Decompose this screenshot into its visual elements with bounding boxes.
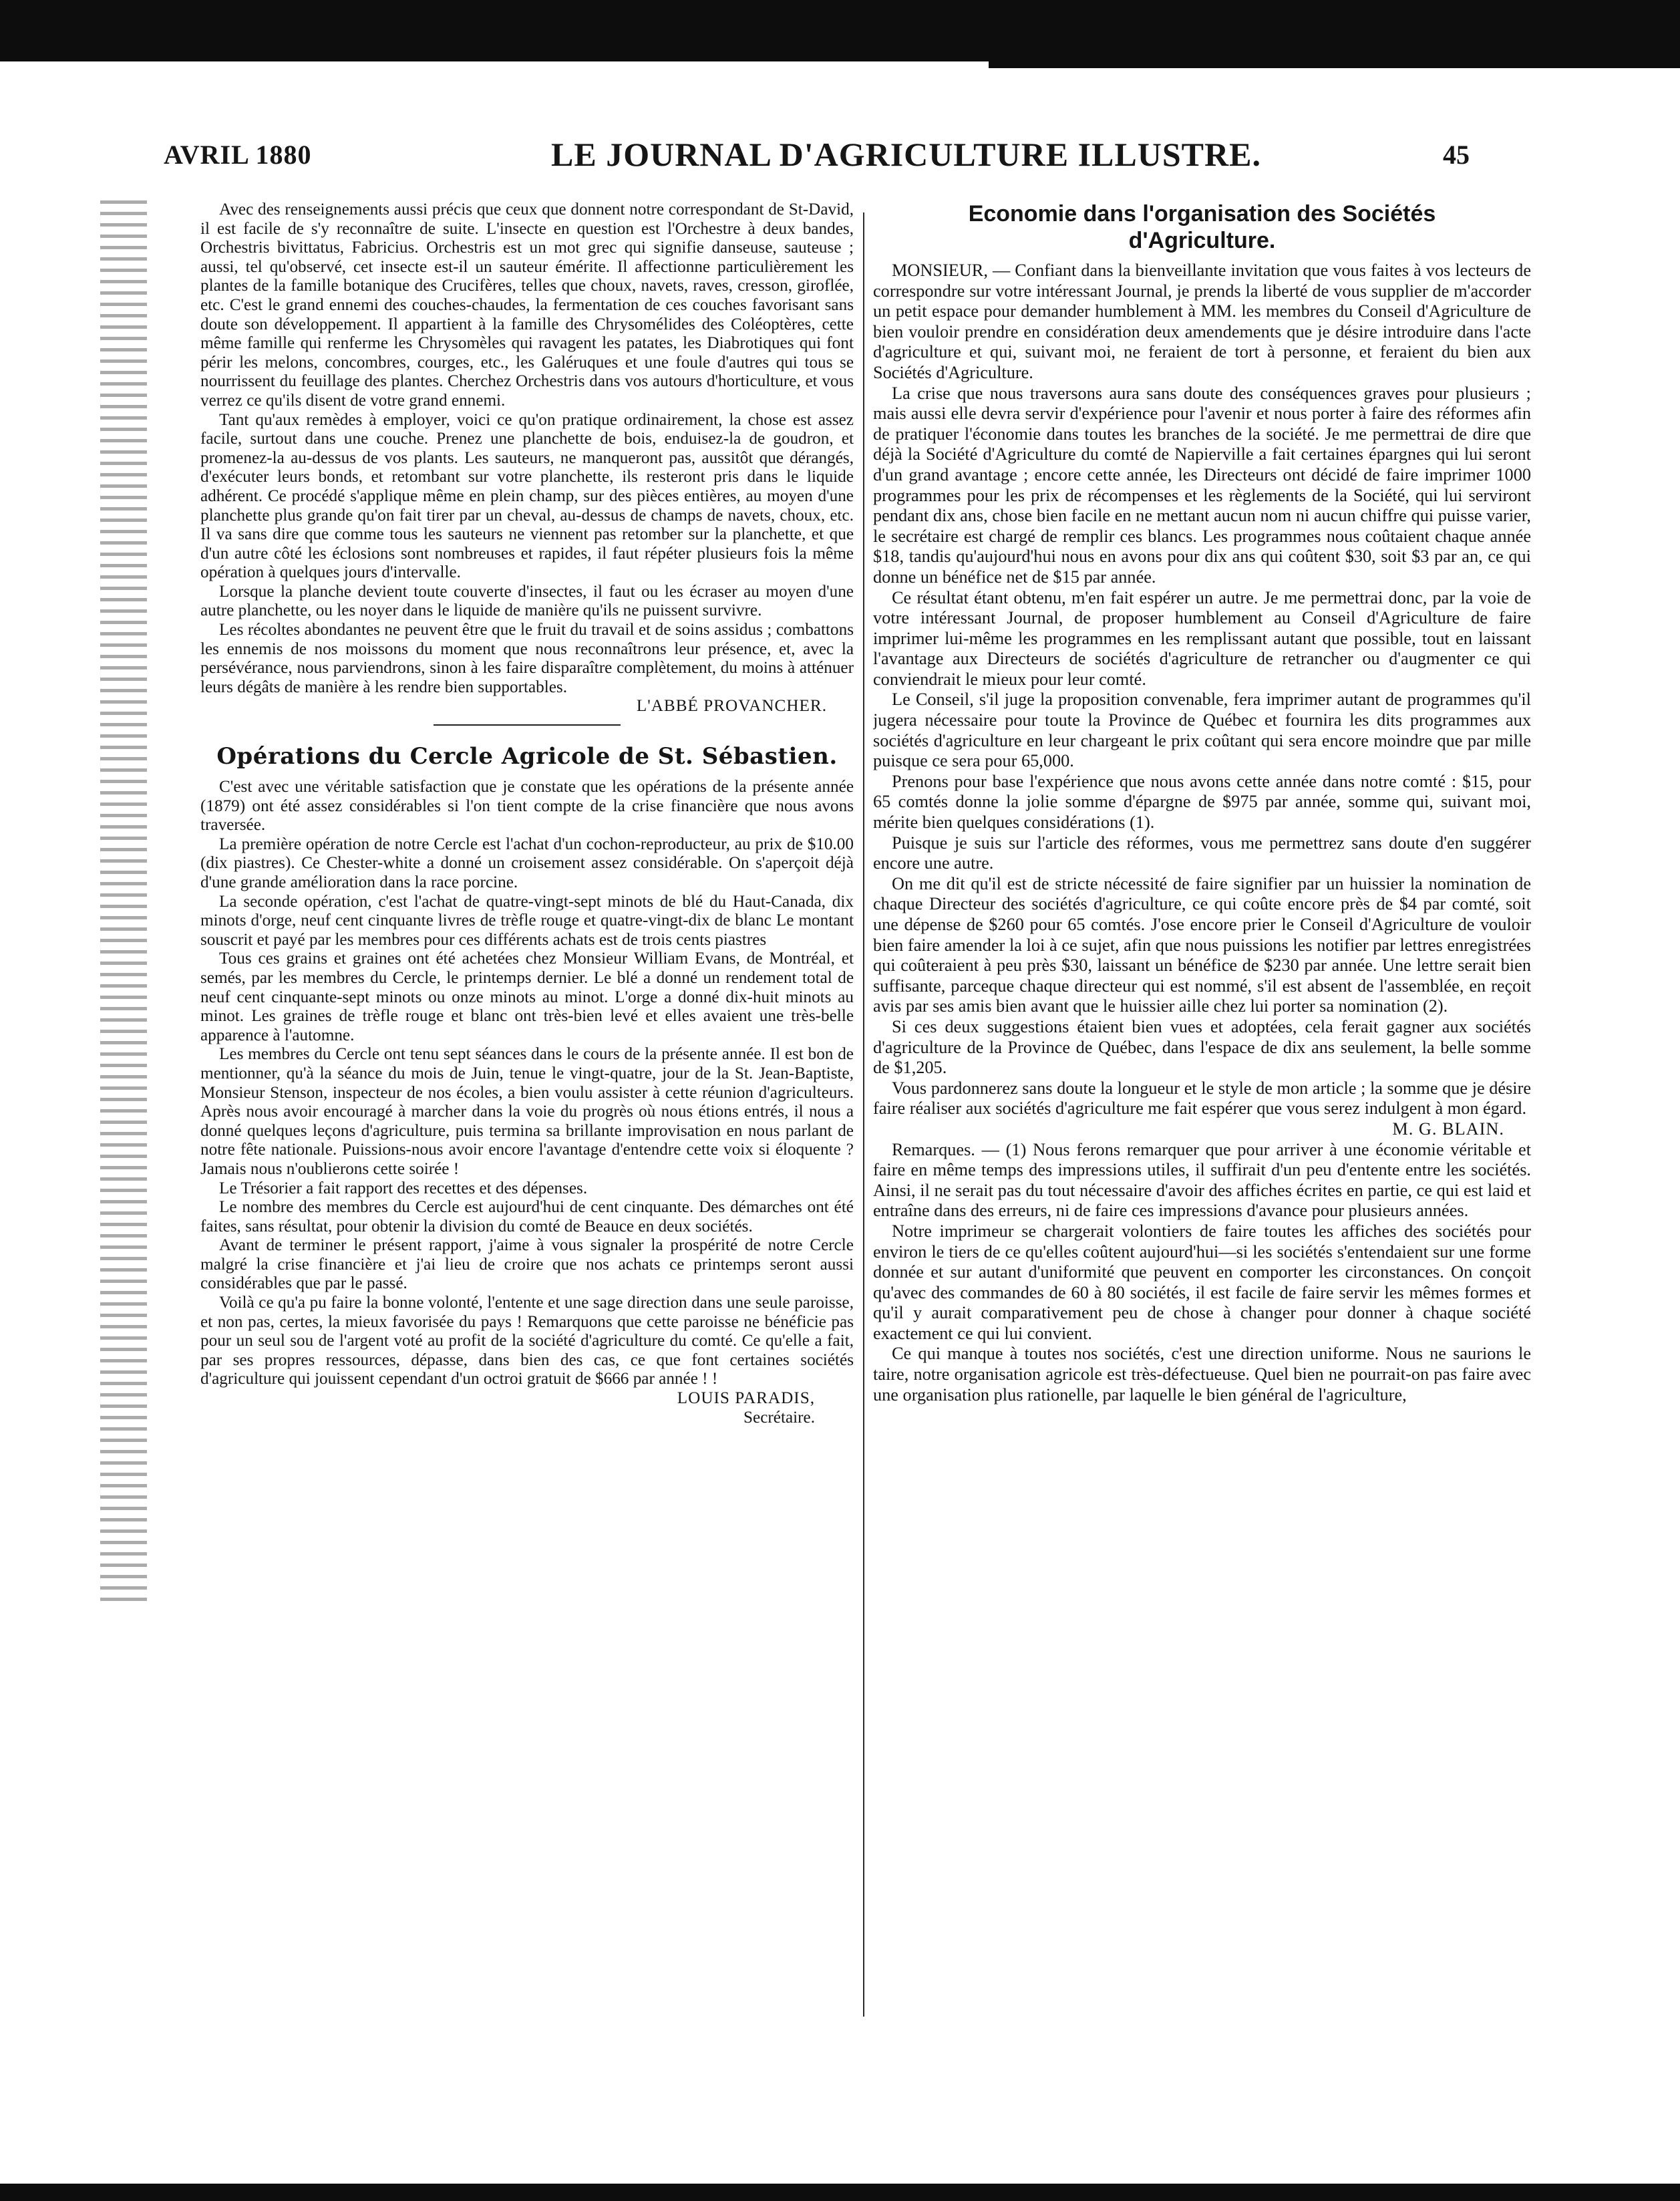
- article-paragraph: Prenons pour base l'expérience que nous avons cette année dans notre comté : $15, pour 65 comtés donne la jolie somme d'épargne de $975 par année, somme qui, suivant moi, mérite bien quelques considérations (1).: [873, 771, 1531, 833]
- article-paragraph: Avec des renseignements aussi précis que ceux que donnent notre correspondant de St-David, il est facile de s'y reconnaître de suite. L'insecte en question est l'Orchestre à deux bandes, Orchestris bivittatus, Fabricius. Orchestris est un mot grec qui signifie danseuse, sauteuse ; aussi, tel qu'observé, cet insecte est-il un sauteur émérite. Il affectionne particulièrement les plantes de la famille botanique des Crucifères, telles que choux, navets, raves, cresson, giroflée, etc. C'est le grand ennemi des couches-chaudes, la fermentation de ces couches favorisant sans doute son développement. Il appartient à la famille des Chrysomélides des Coléoptères, cette même famille qui renferme les Chrysomèles qui ravagent les patates, les Diabrotiques qui font périr les melons, concombres, courges, etc., les Galéruques et une foule d'autres qui tous se nourrissent du feuillage des plantes. Cherchez Orchestris dans vos autours d'horticulture, et vous verrez ce qu'ils disent de votre grand ennemi.: [200, 200, 854, 410]
- article-paragraph: Tous ces grains et graines ont été achetées chez Monsieur William Evans, de Montréal, et semés, par les membres du Cercle, le printemps dernier. Le blé a donné un rendement total de neuf cent cinquante-sept minots ou onze minots au minot. L'orge a donné dix-huit minots au minot. Les graines de trèfle rouge et blanc ont très-bien levé et elles avaient une très-belle apparence à l'automne.: [200, 949, 854, 1044]
- article-paragraph: Le nombre des membres du Cercle est aujourd'hui de cent cinquante. Des démarches ont été faites, sans résultat, pour obtenir la division du comté de Beauce en deux sociétés.: [200, 1198, 854, 1235]
- article-paragraph: Puisque je suis sur l'article des réformes, vous me permettrez sans doute d'en suggérer encore une autre.: [873, 833, 1531, 873]
- article-paragraph: Tant qu'aux remèdes à employer, voici ce qu'on pratique ordinairement, la chose est assez facile, surtout dans une couche. Prenez une planchette de bois, enduisez-la de goudron, et promenez-la au-dessus de vos plants. Les sauteurs, ne manqueront pas, aussitôt que dérangés, d'exécuter leurs bonds, et retombant sur votre planchette, ils resteront pris dans le liquide adhérent. Ce procédé s'applique même en plein champ, sur des pièces entières, au moyen d'une planchette plus grande qu'on fait tirer par un cheval, au-dessus de champs de navets, choux, etc. Il va sans dire que comme tous les sauteurs ne viennent pas retomber sur la planchette, et que d'un autre côté les éclosions sont nombreuses et rapides, il faut répéter plusieurs fois la même opération à quelques jours d'intervalle.: [200, 410, 854, 582]
- author-signature: L'ABBÉ PROVANCHER.: [636, 697, 827, 716]
- scan-top-border: [0, 0, 1680, 61]
- author-signature: M. G. BLAIN.: [1392, 1119, 1504, 1139]
- article-paragraph: Ce résultat étant obtenu, m'en fait espérer un autre. Je me permettrai donc, par la voie de votre intéressant Journal, de proposer humblement au Conseil d'Agriculture de faire imprimer lui-même les programmes en les remplissant autant que possible, tout en laissant l'avantage aux Directeurs de sociétés d'agriculture de retrancher ou d'augmenter ce qui conviendrait le mieux pour leur comté.: [873, 587, 1531, 689]
- section-divider: [434, 724, 621, 726]
- article-paragraph: La crise que nous traversons aura sans doute des conséquences graves pour plusieurs ; mais aussi elle devra servir d'expérience pour l'avenir et nous porter à faire des réformes afin de pratiquer l'économie dans toutes les branches de la société. Je me permettrai de dire que déjà la Société d'Agriculture du comté de Napierville a fait certaines épargnes qui lui seront d'un grand avantage ; encore cette année, les Directeurs ont décidé de faire imprimer 1000 programmes pour les prix de récompenses et les règlements de la Société, qui lui serviront pendant dix ans, chose bien facile en ne mettant aucun nom ni aucun chiffre qui puisse varier, le secrétaire est chargé de remplir ces blancs. Les programmes nous coûtaient chaque année $18, tandis qu'aujourd'hui nous en avons pour dix ans qui coûtent $30, soit $3 par an, ce qui donne un bénéfice net de $15 par année.: [873, 383, 1531, 587]
- issue-date: AVRIL 1880: [164, 140, 312, 170]
- article-paragraph: Lorsque la planche devient toute couverte d'insectes, il faut ou les écraser au moyen d'une autre planchette, ou les noyer dans le liquide de manière qu'ils ne puissent survivre.: [200, 582, 854, 620]
- right-column: [873, 200, 1531, 2022]
- page-number: 45: [1443, 140, 1470, 170]
- article-paragraph: C'est avec une véritable satisfaction que je constate que les opérations de la présente année (1879) ont été assez considérables si l'on tient compte de la crise financière que nous avons traversée.: [200, 778, 854, 835]
- author-role: Secrétaire.: [743, 1408, 815, 1427]
- article-paragraph: La première opération de notre Cercle est l'achat d'un cochon-reproducteur, au prix de $10.00 (dix piastres). Ce Chester-white a donné un croisement assez considérable. On s'aperçoit déjà d'une grande amélioration dans la race porcine.: [200, 835, 854, 891]
- scan-bottom-border: [0, 2184, 1680, 2201]
- scan-left-edge-shadow: [100, 200, 147, 1604]
- article-paragraph: Ce qui manque à toutes nos sociétés, c'est une direction uniforme. Nous ne saurions le taire, notre organisation agricole est très-défectueuse. Quel bien ne pourrait-on pas faire avec une organisation plus rationelle, par laquelle le bien général de l'agriculture,: [873, 1344, 1531, 1405]
- article-paragraph: Les récoltes abondantes ne peuvent être que le fruit du travail et de soins assidus ; combattons les ennemis de nos moissons du moment que nous reconnaîtrons leur présence, et, avec la persévérance, nous parviendrons, sinon à les faire disparaître complètement, du moins à atténuer leurs dégâts de manière à les rendre bien supportables.: [200, 621, 854, 696]
- article-paragraph: MONSIEUR, — Confiant dans la bienveillante invitation que vous faites à vos lecteurs de correspondre sur votre intéressant Journal, je prends la liberté de vous supplier de m'accorder un petit espace pour demander humblement à MM. les membres du Conseil d'Agriculture de bien vouloir prendre en considération deux amendements que je désire introduire dans l'acte d'agriculture et qui, suivant moi, ne feraient de tort à personne, et feraient du bien aux Sociétés d'Agriculture.: [873, 261, 1531, 382]
- article-paragraph: Les membres du Cercle ont tenu sept séances dans le cours de la présente année. Il est bon de mentionner, qu'à la séance du mois de Juin, tenue le vingt-quatre, jour de la St. Jean-Baptiste, Monsieur Stenson, inspecteur de nos écoles, a bien voulu assister à cette réunion d'agriculteurs. Après nous avoir encouragé à marcher dans la voie du progrès où nous étions entrés, il nous a donné quelques leçons d'agriculture, puis termina sa brillante improvisation en nous parlant de notre fête nationale. Puissions-nous avoir encore l'avantage d'entendre cette voix si éloquente ? Jamais nous n'oublierons cette soirée !: [200, 1045, 854, 1178]
- article-paragraph: Voilà ce qu'a pu faire la bonne volonté, l'entente et une sage direction dans une seule paroisse, et non pas, certes, la mieux favorisée du pays ! Remarquons que cette paroisse ne bénéficie pas pour un seul sou de l'argent voté au profit de la société d'agriculture du comté. Ce qu'elle a fait, par ses propres ressources, dépasse, dans bien des cas, ce que font certaines sociétés d'agriculture qui jouissent cependant d'un octroi gratuit de $666 par année ! !: [200, 1294, 854, 1388]
- scan-top-border-edge: [989, 61, 1680, 68]
- column-rule: [863, 212, 864, 2017]
- article-paragraph: Le Conseil, s'il juge la proposition convenable, fera imprimer autant de programmes qu'il jugera nécessaire pour toute la Province de Québec et fournira les dits programmes aux sociétés d'agriculture en leur chargeant le prix coûtant qui sera encore moindre que par mille puisque ce sera pour 65,000.: [873, 690, 1531, 771]
- article-heading: Opérations du Cercle Agricole de St. Sébastien.: [216, 743, 838, 770]
- article-paragraph: On me dit qu'il est de stricte nécessité de faire signifier par un huissier la nomination de chaque Directeur des sociétés d'agriculture, ce qui coûte encore près de $4 par comté, soit une dépense de $260 pour 65 comtés. J'ose encore prier le Conseil d'Agriculture de vouloir bien faire amender la loi à ce sujet, afin que nous puissions les notifier par lettres enregistrées qui coûteraient à peu près $30, laissant un bénéfice de $230 par année. Une lettre serait bien suffisante, parceque chaque directeur qui est nommé, s'il est absent de l'assemblée, en reçoit avis par ses amis bien avant que le huissier aille chez lui porter sa nomination (2).: [873, 873, 1531, 1016]
- journal-title: LE JOURNAL D'AGRICULTURE ILLUSTRE.: [551, 136, 1261, 173]
- article-paragraph: Avant de terminer le présent rapport, j'aime à vous signaler la prospérité de notre Cercle malgré la crise financière et j'ai lieu de croire que nos achats ce printemps seront aussi considérables que par le passé.: [200, 1236, 854, 1293]
- article-heading-line: d'Agriculture.: [1128, 228, 1276, 253]
- running-head: [164, 134, 1470, 180]
- article-paragraph: Si ces deux suggestions étaient bien vues et adoptées, cela ferait gagner aux sociétés d'agriculture de la Province de Québec, dans l'espace de dix ans seulement, la belle somme de $1,205.: [873, 1016, 1531, 1078]
- article-heading-line: Economie dans l'organisation des Sociétés: [968, 201, 1436, 227]
- author-signature: LOUIS PARADIS,: [677, 1389, 815, 1408]
- left-column: [200, 200, 854, 2022]
- article-paragraph: Le Trésorier a fait rapport des recettes et des dépenses.: [219, 1179, 588, 1197]
- article-paragraph: Vous pardonnerez sans doute la longueur et le style de mon article ; la somme que je désire faire réaliser aux sociétés d'agriculture me fait espérer que vous serez indulgent à mon égard.: [873, 1078, 1531, 1119]
- article-heading: [873, 200, 1531, 254]
- article-paragraph: Notre imprimeur se chargerait volontiers de faire toutes les affiches des sociétés pour environ le tiers de ce qu'elles coûtent aujourd'hui—si les sociétés s'entendaient sur une forme donnée et sur autant d'uniformité que peuvent en comporter les circonstances. On conçoit qu'avec des commandes de 60 à 80 sociétés, il est facile de faire servir les mêmes formes et qu'il y aurait comparativement peu de chose à changer pour donner à chaque société exactement ce qui lui convient.: [873, 1221, 1531, 1343]
- remarks-paragraph: Remarques. — (1) Nous ferons remarquer que pour arriver à une économie véritable et faire en même temps des impressions utiles, il suffirait d'un peu d'entente entre les sociétés. Ainsi, il ne serait pas du tout nécessaire d'avoir des affiches écrites en partie, ce qui est laid et entraîne dans des erreurs, ni de faire ces impressions d'avance pour plusieurs années.: [873, 1139, 1531, 1221]
- article-paragraph: La seconde opération, c'est l'achat de quatre-vingt-sept minots de blé du Haut-Canada, dix minots d'orge, neuf cent cinquante livres de trèfle rouge et quatre-vingt-dix de blanc Le montant souscrit et payé par les membres pour ces différents achats est de trois cents piastres: [200, 892, 854, 949]
